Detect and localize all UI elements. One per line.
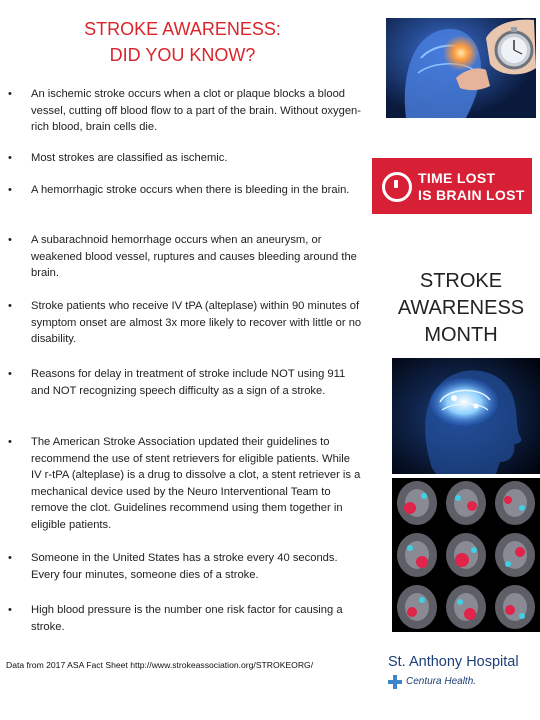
title-line-1: STROKE AWARENESS:: [84, 19, 281, 39]
fact-text: Most strokes are classified as ischemic.: [31, 152, 228, 164]
brain-scan-grid-icon: [392, 478, 540, 632]
headache-illustration-icon: [386, 8, 536, 118]
bullet-icon: •: [8, 300, 12, 312]
page-title: [40, 16, 325, 68]
hospital-logo: [386, 654, 536, 694]
bullet-icon: •: [8, 552, 12, 564]
fact-text: Stroke patients who receive IV tPA (alteplase) within 90 minutes of symptom onset are almost 3x more likely to recover with little or no disability.: [31, 300, 362, 345]
bullet-icon: •: [8, 368, 12, 380]
fact-text: The American Stroke Association updated their guidelines to recommend the use of stent retrievers for eligible patients. While IV r-tPA (alteplase) is a drug to dissolve a clot, a stent retriever is a mechanical device used by the Neuro Interventional Team to remove the clot. Guidelines recommend using them together in eligible patients.: [31, 436, 361, 531]
fact-text: An ischemic stroke occurs when a clot or plaque blocks a blood vessel, cutting off blood flow to a part of the brain. Without oxygen-rich blood, brain cells die.: [31, 88, 362, 133]
cross-icon: [388, 675, 402, 689]
bullet-icon: •: [8, 604, 12, 616]
awareness-month-heading: [386, 268, 536, 349]
fact-text: A hemorrhagic stroke occurs when there is bleeding in the brain.: [31, 184, 350, 196]
brain-scan-grid-image: [392, 478, 540, 632]
month-line-1: STROKE: [419, 270, 503, 292]
badge-line-1: TIME LOST: [418, 170, 496, 186]
clock-icon: [382, 172, 412, 202]
headache-stopwatch-image: [386, 8, 536, 118]
health-system-name: Centura Health.: [406, 676, 477, 687]
bullet-icon: •: [8, 184, 12, 196]
bullet-icon: •: [8, 436, 12, 448]
badge-line-2: IS BRAIN LOST: [418, 187, 525, 203]
brain-profile-image: [392, 358, 540, 474]
source-citation: Data from 2017 ASA Fact Sheet http://www.strokeassociation.org/STROKEORG/: [6, 660, 314, 670]
month-line-3: MONTH: [424, 324, 498, 346]
month-line-2: AWARENESS: [397, 297, 525, 319]
fact-text: Someone in the United States has a stroke every 40 seconds. Every four minutes, someone dies of a stroke.: [31, 552, 338, 581]
time-lost-badge: [372, 158, 532, 214]
fact-text: High blood pressure is the number one risk factor for causing a stroke.: [31, 604, 343, 633]
title-line-2: DID YOU KNOW?: [109, 45, 256, 65]
fact-text: A subarachnoid hemorrhage occurs when an aneurysm, or weakened blood vessel, ruptures and causes bleeding around the brain.: [31, 234, 357, 279]
brain-profile-icon: [392, 358, 540, 474]
hospital-name: St. Anthony Hospital: [388, 654, 519, 670]
bullet-icon: •: [8, 152, 12, 164]
fact-text: Reasons for delay in treatment of stroke include NOT using 911 and NOT recognizing speech difficulty as a sign of a stroke.: [31, 368, 346, 397]
bullet-icon: •: [8, 234, 12, 246]
bullet-icon: •: [8, 88, 12, 100]
